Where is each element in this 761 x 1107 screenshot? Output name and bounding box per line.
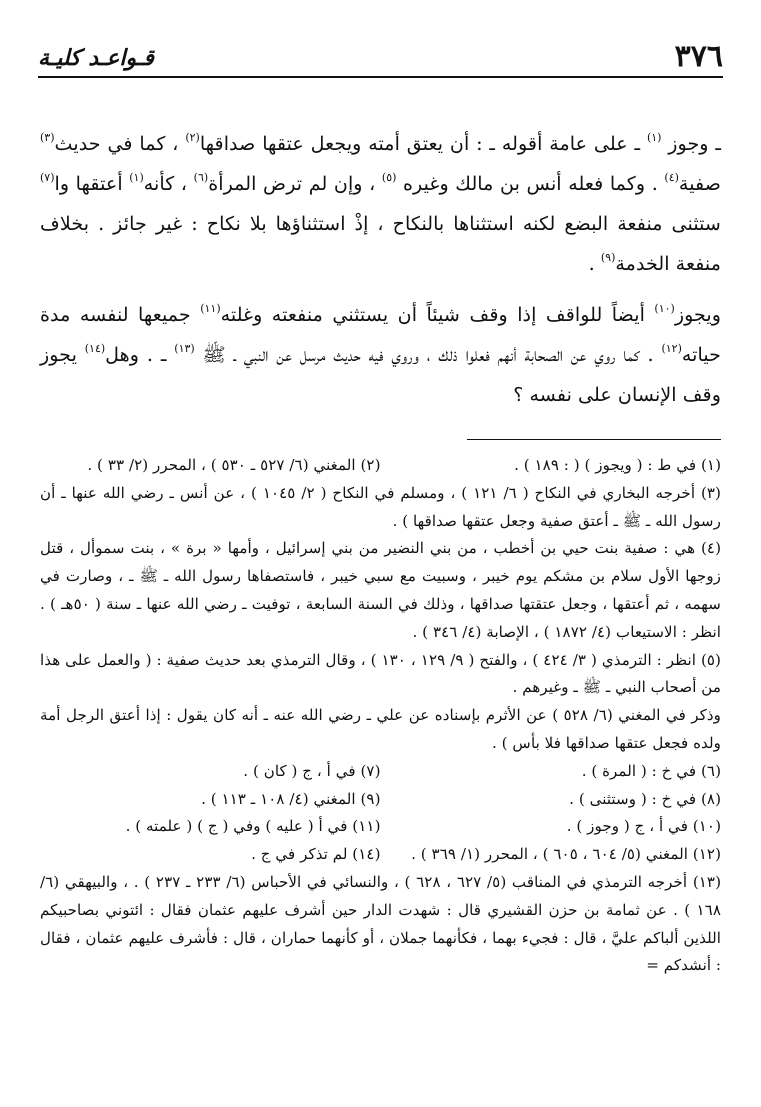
footnote-2: (٢) المغني (٦/ ٥٢٧ ـ ٥٣٠ ) ، المحرر (٢/ ٣٣ ) . xyxy=(87,456,381,474)
footnote-8: (٨) في خ : ( وستثنى ) . xyxy=(569,789,721,808)
footnote-marker: (٩) xyxy=(600,251,616,264)
footnote-11: (١١) في أ ( عليه ) وفي ( ج ) ( علمته ) . xyxy=(125,817,381,836)
footnote-marker: (٧) xyxy=(40,171,55,184)
page-header xyxy=(38,40,723,78)
text-run: ستثنى منفعة البضع لكنه استثناها بالنكاح ، إذْ استثناؤها بلا نكاح : غير جائز . بخلاف منفعة الخدمة xyxy=(40,212,721,275)
footnote-3: (٣) أخرجه البخاري في النكاح ( ٦/ ١٢١ ) ، ومسلم في النكاح ( ٢/ ١٠٤٥ ) ، عن أنس ـ رضي الله عنها ـ أن رسول الله ـ ﷺ ـ أعتق صفية وجعل عتقها صداقها ) . xyxy=(40,483,721,530)
footnote-14: (١٤) لم تذكر في ج . xyxy=(251,845,381,864)
footnote-4: (٤) هي : صفية بنت حيي بن أخطب ، من بني النضير من بني إسرائيل ، وأمها « برة » ، بنت سموأل ، قتل زوجها الأول سلام بن مشكم يوم خيبر ، وسبيت مع سبي خيبر ، فاستصفاها رسول الله ـ ﷺ ـ ، وصارت في سهمه ، ثم أعتقها ، وجعل عتقتها صداقها ، وذلك في السنة السابعة ، توفيت ـ رضي الله عنها ـ سنة ( ٥٠هـ ) . انظر : الاستيعاب (٤/ ١٨٧٢ ) ، الإصابة (٤/ ٣٤٦ ) . xyxy=(40,539,722,641)
text-run: جميعها لنفسه مدة حياته xyxy=(40,303,721,366)
text-run: ـ على عامة أقوله ـ : أن يعتق أمته ويجعل عتقها صداقها xyxy=(199,132,647,155)
footnote-row xyxy=(40,786,721,814)
footnote-marker: (١٣) xyxy=(174,342,195,355)
text-run: ، كأنه xyxy=(143,172,194,195)
page-number: ٣٧٦ xyxy=(674,39,723,74)
footnote-marker: (١) xyxy=(129,171,144,184)
footnote-marker: (١٠) xyxy=(654,302,675,315)
text-run: ـ وجوز xyxy=(661,132,721,155)
main-text xyxy=(40,124,721,415)
running-title: قـواعـد كليـة xyxy=(38,45,154,71)
text-run: ـ . وهل xyxy=(105,343,175,366)
footnote-12: (١٢) المغني (٥/ ٦٠٤ ، ٦٠٥ ) ، المحرر (١/ ٣٦٩ ) . xyxy=(411,845,721,864)
text-run: . كما روي عن الصحابة أنهم فعلوا ذلك ، وروي فيه حديث مرسل عن النبي ـ ﷺ xyxy=(194,343,662,366)
text-run: أيضاً للواقف إذا وقف شيئاً أن يستثني منفعته وغلته xyxy=(220,303,655,326)
footnote-marker: (١١) xyxy=(200,302,221,315)
footnote-1: (١) في ط : ( ويجوز ) ( : ١٨٩ ) . xyxy=(514,456,721,474)
text-run: ويجوز xyxy=(674,303,721,326)
footnote-marker: (٣) xyxy=(40,131,55,144)
footnote-5: (٥) انظر : الترمذي ( ٣/ ٤٢٤ ) ، والفتح ( ٩/ ١٢٩ ، ١٣٠ ) ، وقال الترمذي بعد حديث صفية : ( والعمل على هذا من أصحاب النبي ـ ﷺ ـ وغيرهم . xyxy=(40,650,721,697)
footnote-row xyxy=(40,758,721,786)
footnote-divider xyxy=(467,439,721,440)
text-run: . xyxy=(588,252,601,275)
footnote-marker: (١٤) xyxy=(84,342,106,355)
text-run: ، وإن لم ترض المرأة xyxy=(208,172,382,195)
footnote-row xyxy=(40,841,721,869)
footnote-7: (٧) في أ ، ج ( كان ) . xyxy=(243,761,381,780)
footnote-6: (٦) في خ : ( المرة ) . xyxy=(581,761,721,780)
paragraph xyxy=(40,124,721,284)
footnote-row xyxy=(40,813,721,841)
footnote-10: (١٠) في أ ، ج ( وجوز ) . xyxy=(566,817,721,836)
footnote-row xyxy=(40,452,721,480)
text-run: أعتقها وا xyxy=(54,172,130,195)
footnote-9: (٩) المغني (٤/ ١٠٨ ـ ١١٣ ) . xyxy=(201,789,381,808)
text-run: . وكما فعله أنس بن مالك وغيره xyxy=(396,172,665,195)
footnote-marker: (٥) xyxy=(381,171,397,184)
footnote-13: (١٣) أخرجه الترمذي في المناقب (٥/ ٦٢٧ ، ٦٢٨ ) ، والنسائي في الأحباس (٦/ ٢٣٣ ـ ٢٣٧ ) . ، والبيهقي (٦/ ١٦٨ ) . عن ثمامة بن حزن القشيري قال : شهدت الدار حين أشرف عليهم عثمان فقال : ائتوني بصاحبيكم اللذين ألباكم عليَّ ، قال : فجيء بهما ، فكأنهما جملان ، أو كأنهما حماران ، قال : فأشرف عليهم عثمان ، فقال : أنشدكم = xyxy=(40,872,722,975)
text-run: صفية xyxy=(678,172,721,195)
footnote-marker: (٢) xyxy=(185,131,200,144)
text-run: يجوز وقف الإنسان على نفسه ؟ xyxy=(40,343,721,406)
footnote-marker: (٦) xyxy=(193,171,209,184)
footnote-5-continued: وذكر في المغني (٦/ ٥٢٨ ) عن الأثرم بإسناده عن علي ـ رضي الله عنه ـ أنه كان يقول : إذا أعتق الرجل أمة ولده فجعل عتقها صداقها فلا بأس ) . xyxy=(40,706,722,752)
footnote-marker: (١) xyxy=(646,131,662,144)
footnote-marker: (٤) xyxy=(664,171,679,184)
footnote-marker: (١٢) xyxy=(661,342,682,355)
text-run: ، كما في حديث xyxy=(54,132,186,155)
footnotes xyxy=(40,452,721,980)
paragraph xyxy=(40,295,721,415)
